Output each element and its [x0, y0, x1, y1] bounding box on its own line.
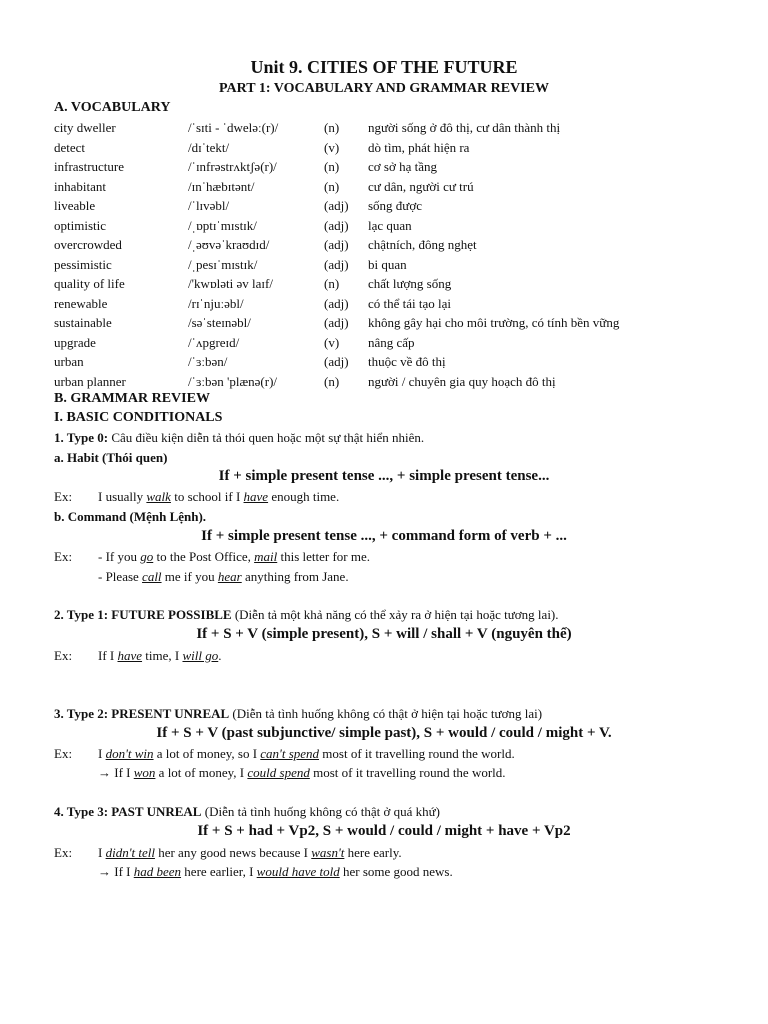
type1-heading: 2. Type 1: FUTURE POSSIBLE (Diễn tả một khả năng có thể xảy ra ở hiện tại hoặc tương lai). [54, 607, 559, 622]
vocab-pos: (adj) [324, 354, 349, 369]
vocab-word: infrastructure [54, 159, 125, 174]
type0-command-formula: If + simple present tense ..., + command form of verb + ... [201, 528, 567, 544]
vocab-pos: (v) [324, 334, 340, 350]
vocab-meaning: cư dân, người cư trú [368, 178, 474, 194]
type0-habit-heading: a. Habit (Thói quen) [54, 450, 168, 465]
vocab-meaning: sống được [368, 198, 422, 213]
vocab-word: quality of life [54, 276, 125, 291]
vocab-meaning: thuộc về đô thị [368, 354, 446, 369]
type0-command-example-1: - If you go to the Post Office, mail this letter for me. [98, 549, 371, 564]
vocab-ipa: /ˈʌpgreɪd/ [188, 334, 240, 350]
page-title: Unit 9. CITIES OF THE FUTURE [250, 57, 518, 77]
vocab-ipa: /ˈɜːbən/ [188, 354, 228, 369]
type0-heading: 1. Type 0: Câu điều kiện diễn tả thói quen hoặc một sự thật hiển nhiên. [54, 430, 425, 445]
type0-habit-formula: If + simple present tense ..., + simple present tense... [218, 468, 550, 484]
vocab-meaning: nâng cấp [368, 334, 415, 350]
vocab-ipa: /ˈlɪvəbl/ [188, 198, 230, 213]
vocab-word: urban planner [54, 373, 126, 389]
type1-formula: If + S + V (simple present), S + will / shall + V (nguyên thể) [196, 626, 572, 642]
type3-formula: If + S + had + Vp2, S + would / could / might + have + Vp2 [197, 823, 571, 839]
vocab-meaning: chất lượng sống [368, 276, 452, 291]
vocab-pos: (adj) [324, 256, 349, 272]
type2-example-1: I don't win a lot of money, so I can't spend most of it travelling round the world. [98, 746, 515, 761]
vocab-meaning: người / chuyên gia quy hoạch đô thị [368, 373, 556, 389]
section-vocabulary-heading: A. VOCABULARY [54, 100, 171, 115]
vocab-ipa: /ˌpesɪˈmɪstɪk/ [188, 256, 258, 272]
example-label: Ex: [54, 489, 73, 504]
vocab-ipa: /səˈsteɪnəbl/ [188, 315, 251, 330]
type0-habit-example: I usually walk to school if I have enough time. [98, 489, 340, 504]
vocab-ipa: /ˈsɪti - ˈdweləː(r)/ [188, 120, 279, 135]
vocab-meaning: cơ sở hạ tầng [368, 159, 437, 174]
type2-example-2: → If I won a lot of money, I could spend most of it travelling round the world. [98, 765, 506, 780]
type2-heading: 3. Type 2: PRESENT UNREAL (Diễn tả tình huống không có thật ở hiện tại hoặc tương lai) [54, 706, 543, 721]
vocab-ipa: /ˌəʊvəˈkraʊdɪd/ [188, 237, 270, 252]
vocab-word: detect [54, 139, 86, 155]
vocab-meaning: lạc quan [368, 217, 412, 233]
type2-formula: If + S + V (past subjunctive/ simple past), S + would / could / might + V. [156, 725, 612, 741]
vocab-ipa: /rɪˈnjuːəbl/ [188, 295, 244, 311]
vocab-word: renewable [54, 295, 108, 311]
vocab-word: city dweller [54, 120, 116, 135]
vocab-word: liveable [54, 198, 96, 213]
type3-example-2: → If I had been here earlier, I would have told her some good news. [98, 864, 453, 879]
vocab-pos: (v) [324, 139, 340, 155]
type0-command-heading: b. Command (Mệnh Lệnh). [54, 509, 207, 524]
vocab-meaning: người sống ở đô thị, cư dân thành thị [368, 120, 561, 135]
type0-command-example-2: - Please call me if you hear anything from Jane. [98, 569, 349, 584]
type1-example: If I have time, I will go. [98, 648, 222, 663]
vocab-pos: (n) [324, 373, 340, 389]
vocab-meaning: chậtních, đông nghẹt [368, 237, 477, 252]
vocab-pos: (n) [324, 120, 340, 135]
vocab-ipa: /dɪˈtekt/ [188, 139, 230, 155]
vocab-word: optimistic [54, 217, 106, 233]
basic-conditionals-heading: I. BASIC CONDITIONALS [54, 410, 223, 425]
vocab-pos: (adj) [324, 217, 349, 233]
example-label: Ex: [54, 845, 73, 860]
example-label: Ex: [54, 746, 73, 761]
vocab-word: sustainable [54, 315, 112, 330]
vocab-ipa: /ˌɒptɪˈmɪstɪk/ [188, 217, 257, 233]
vocab-word: upgrade [54, 334, 96, 350]
vocab-word: urban [54, 354, 84, 369]
vocab-ipa: /ˈɪnfrəstrʌktʃə(r)/ [188, 159, 277, 174]
vocab-pos: (adj) [324, 295, 349, 311]
vocab-pos: (n) [324, 276, 340, 291]
vocab-pos: (adj) [324, 315, 349, 330]
vocab-ipa: /ɪnˈhæbɪtənt/ [188, 178, 255, 194]
vocab-pos: (n) [324, 159, 340, 174]
vocab-meaning: không gây hại cho môi trường, có tính bền vững [368, 315, 620, 330]
type3-heading: 4. Type 3: PAST UNREAL (Diễn tả tình huống không có thật ở quá khứ) [54, 804, 440, 819]
vocab-pos: (adj) [324, 198, 349, 213]
vocab-pos: (adj) [324, 237, 349, 252]
vocab-word: overcrowded [54, 237, 122, 252]
vocab-pos: (n) [324, 178, 340, 194]
vocab-meaning: có thể tái tạo lại [368, 295, 452, 311]
vocab-word: pessimistic [54, 256, 112, 272]
vocab-ipa: /'kwɒləti əv laɪf/ [188, 276, 273, 291]
type3-example-1: I didn't tell her any good news because I wasn't here early. [98, 845, 402, 860]
vocab-word: inhabitant [54, 178, 106, 194]
vocab-ipa: /ˈɜːbən 'plænə(r)/ [188, 373, 278, 389]
section-grammar-heading: B. GRAMMAR REVIEW [54, 391, 210, 406]
example-label: Ex: [54, 648, 73, 663]
vocab-meaning: dò tìm, phát hiện ra [368, 139, 470, 155]
example-label: Ex: [54, 549, 73, 564]
page-subtitle: PART 1: VOCABULARY AND GRAMMAR REVIEW [219, 81, 549, 96]
vocab-meaning: bi quan [368, 256, 407, 272]
